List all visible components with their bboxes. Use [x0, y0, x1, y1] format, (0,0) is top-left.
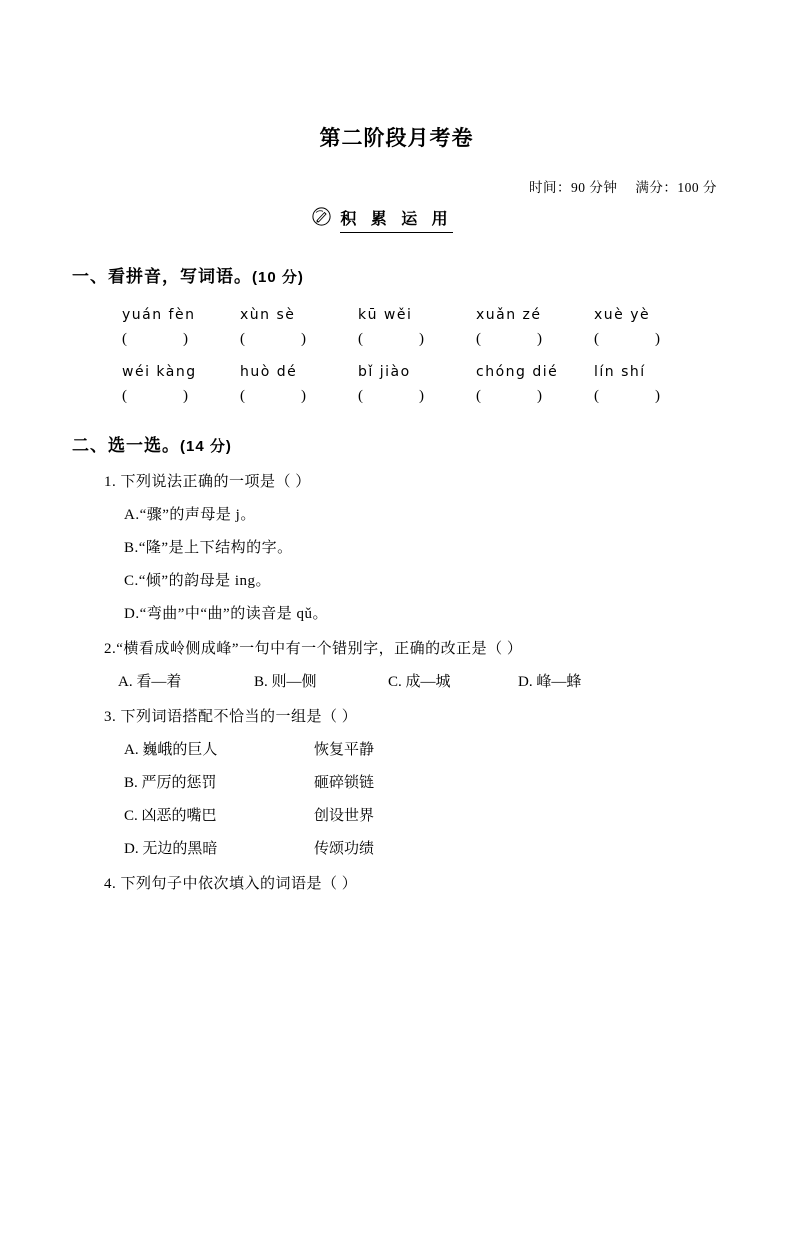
- option-b-left: B. 严厉的惩罚: [124, 775, 217, 791]
- question-2-1-option-c[interactable]: C.“倾”的韵母是 ing。: [124, 573, 271, 589]
- pinyin-cell: xùn sè: [240, 307, 296, 323]
- question-2-heading: [72, 431, 721, 456]
- option-c-left: C. 凶恶的嘴巴: [124, 808, 217, 824]
- question-2-2-options: [72, 670, 721, 691]
- option-d-right: 传颂功绩: [314, 841, 375, 857]
- exam-meta: [72, 176, 721, 196]
- answer-bracket[interactable]: ( ): [476, 388, 542, 404]
- question-2-3-option-b[interactable]: [72, 771, 721, 792]
- pencil-circle-icon: [312, 207, 331, 226]
- answer-bracket[interactable]: ( ): [594, 331, 660, 347]
- answer-bracket-row[interactable]: [122, 331, 721, 348]
- question-2-2-option-b[interactable]: B. 则—侧: [254, 674, 317, 690]
- question-2-3-option-a[interactable]: [72, 738, 721, 759]
- pinyin-cell: kū wěi: [358, 307, 413, 323]
- pinyin-row: [122, 364, 721, 380]
- answer-bracket[interactable]: ( ): [476, 331, 542, 347]
- pinyin-cell: huò dé: [240, 364, 298, 380]
- pinyin-cell: chóng dié: [476, 364, 559, 380]
- answer-bracket[interactable]: ( ): [358, 388, 424, 404]
- time-limit-label: 时间：90 分钟: [529, 180, 618, 195]
- pinyin-row: [122, 307, 721, 323]
- question-1-score: (10 分): [252, 269, 304, 286]
- option-d-left: D. 无边的黑暗: [124, 841, 218, 857]
- pinyin-writing-block: [72, 307, 721, 405]
- question-2-score: (14 分): [180, 438, 232, 455]
- question-2-1-option-b[interactable]: B.“隆”是上下结构的字。: [124, 540, 293, 556]
- question-2-title: 二、选一选。: [72, 436, 180, 455]
- answer-bracket[interactable]: ( ): [122, 331, 188, 347]
- question-2-1-option-a[interactable]: A.“骤”的声母是 j。: [124, 507, 256, 523]
- question-2-2-option-a[interactable]: A. 看—着: [118, 674, 182, 690]
- pinyin-cell: bǐ jiào: [358, 364, 411, 380]
- option-a-left: A. 巍峨的巨人: [124, 742, 218, 758]
- section-banner: [72, 206, 721, 236]
- question-2-4-stem: 4. 下列句子中依次填入的词语是（ ）: [104, 876, 358, 892]
- question-2-2-option-c[interactable]: C. 成—城: [388, 674, 451, 690]
- answer-bracket[interactable]: ( ): [240, 331, 306, 347]
- question-2-1-option-d[interactable]: D.“弯曲”中“曲”的读音是 qǔ。: [124, 606, 328, 622]
- page-title: 第二阶段月考卷: [319, 127, 474, 150]
- pinyin-cell: xuè yè: [594, 307, 651, 323]
- question-2-2-stem: 2.“横看成岭侧成峰”一句中有一个错别字，正确的改正是（ ）: [104, 641, 523, 657]
- question-1-title: 一、看拼音，写词语。: [72, 267, 252, 286]
- section-banner-text: 积 累 运 用: [340, 211, 453, 228]
- total-score-label: 满分：100 分: [635, 180, 717, 195]
- option-c-right: 创设世界: [314, 808, 375, 824]
- answer-bracket-row[interactable]: [122, 388, 721, 405]
- exam-paper-page: [0, 122, 793, 1244]
- question-2-3-option-d[interactable]: [72, 837, 721, 858]
- question-1-heading: [72, 262, 721, 287]
- answer-bracket[interactable]: ( ): [240, 388, 306, 404]
- question-2-3-stem: 3. 下列词语搭配不恰当的一组是（ ）: [104, 709, 358, 725]
- answer-bracket[interactable]: ( ): [122, 388, 188, 404]
- answer-bracket[interactable]: ( ): [594, 388, 660, 404]
- pinyin-cell: yuán fèn: [122, 307, 196, 323]
- answer-bracket[interactable]: ( ): [358, 331, 424, 347]
- question-2-2-option-d[interactable]: D. 峰—蜂: [518, 674, 582, 690]
- pinyin-cell: lín shí: [594, 364, 646, 380]
- question-2-3-option-c[interactable]: [72, 804, 721, 825]
- question-2-1-stem: 1. 下列说法正确的一项是（ ）: [104, 474, 311, 490]
- pinyin-cell: wéi kàng: [122, 364, 197, 380]
- option-b-right: 砸碎锁链: [314, 775, 375, 791]
- pinyin-cell: xuǎn zé: [476, 307, 542, 323]
- option-a-right: 恢复平静: [314, 742, 375, 758]
